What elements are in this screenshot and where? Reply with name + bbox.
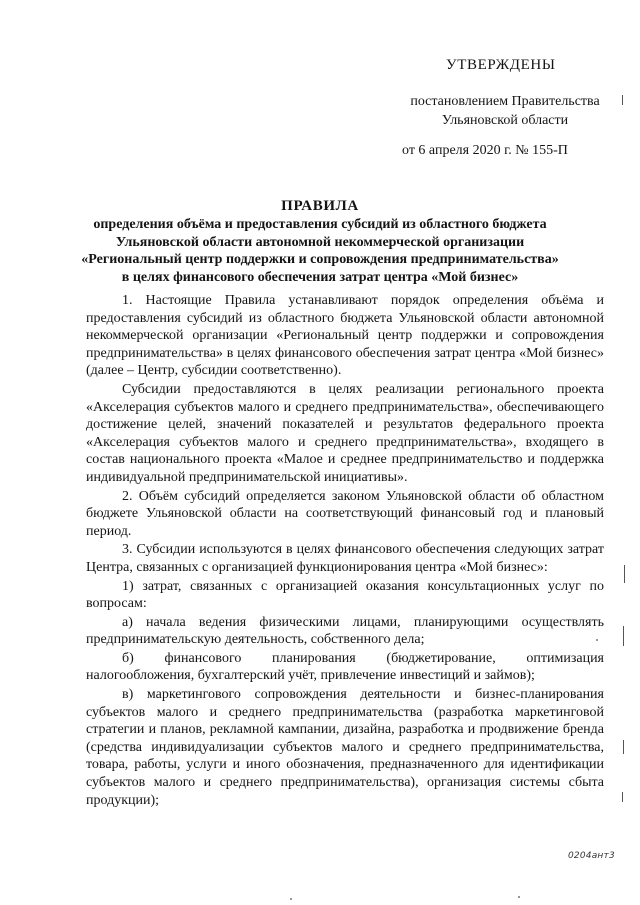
paragraph-7: б) финансового планирования (бюджетирование, оптимизация налогообложения, бухгалтерский учёт, привлечение инвестиций и займов); <box>86 650 604 684</box>
document-title <box>60 196 580 286</box>
title-line-3: «Региональный центр поддержки и сопровождения предпринимательства» <box>81 252 559 267</box>
scan-artifact <box>622 95 623 105</box>
title-line-4: в целях финансового обеспечения затрат центра «Мой бизнес» <box>121 269 519 285</box>
footer-code: 0204ант3 <box>568 851 615 861</box>
decree-reference <box>340 92 640 130</box>
scan-artifact <box>624 565 625 583</box>
scan-artifact <box>290 898 292 900</box>
document-body <box>86 292 604 809</box>
scan-artifact <box>622 792 623 802</box>
decree-date: от 6 апреля 2020 г. № 155-П <box>402 143 568 158</box>
scan-artifact <box>596 639 598 641</box>
title-heading: ПРАВИЛА <box>281 198 359 214</box>
scan-artifact <box>623 626 624 646</box>
paragraph-6: а) начала ведения физическими лицами, планирующими осуществлять предпринимательскую деятельность, собственного дела; <box>86 614 604 648</box>
scan-artifact <box>623 740 624 754</box>
paragraph-2: Субсидии предоставляются в целях реализации регионального проекта «Акселерация субъектов малого и среднего предпринимательства», обеспечивающего достижение целей, значений показателей и результатов федерального проекта «Акселерация субъектов малого и среднего предпринимательства», входящего в состав национального проекта «Малое и среднее предпринимательство и поддержка индивидуальной предпринимательской инициативы». <box>86 381 604 485</box>
scan-artifact <box>518 896 520 898</box>
decree-line-2: Ульяновской области <box>441 113 569 128</box>
title-line-2: Ульяновской области автономной некоммерческой организации <box>115 234 525 250</box>
paragraph-8: в) маркетингового сопровождения деятельности и бизнес-планирования субъектов малого и среднего предпринимательства (разработка маркетинговой стратегии и планов, рекламной кампании, дизайна, разработка и продвижение бренда (средства индивидуализации субъектов малого и среднего предпринимательства, товара, работы, услуги и иного обозначения, предназначенного для идентификации субъектов малого и среднего предпринимательства), организация системы сбыта продукции); <box>86 687 604 808</box>
approval-stamp-heading: УТВЕРЖДЕНЫ <box>446 57 556 73</box>
title-line-1: определения объёма и предоставления субсидий из областного бюджета <box>93 217 547 232</box>
decree-line-1: постановлением Правительства <box>410 94 600 109</box>
paragraph-3: 2. Объём субсидий определяется законом Ульяновской области об областном бюджете Ульяновской области на соответствующий финансовый год и плановый период. <box>86 488 604 539</box>
paragraph-1: 1. Настоящие Правила устанавливают порядок определения объёма и предоставления субсидий из областного бюджета Ульяновской области автономной некоммерческой организации «Региональный центр поддержки и сопровождения предпринимательства» в целях финансового обеспечения затрат центра «Мой бизнес» (далее – Центр, субсидии соответственно). <box>86 293 604 379</box>
paragraph-5: 1) затрат, связанных с организацией оказания консультационных услуг по вопросам: <box>86 578 604 612</box>
paragraph-4: 3. Субсидии используются в целях финансового обеспечения следующих затрат Центра, связанных с организацией функционирования центра «Мой бизнес»: <box>86 542 604 575</box>
